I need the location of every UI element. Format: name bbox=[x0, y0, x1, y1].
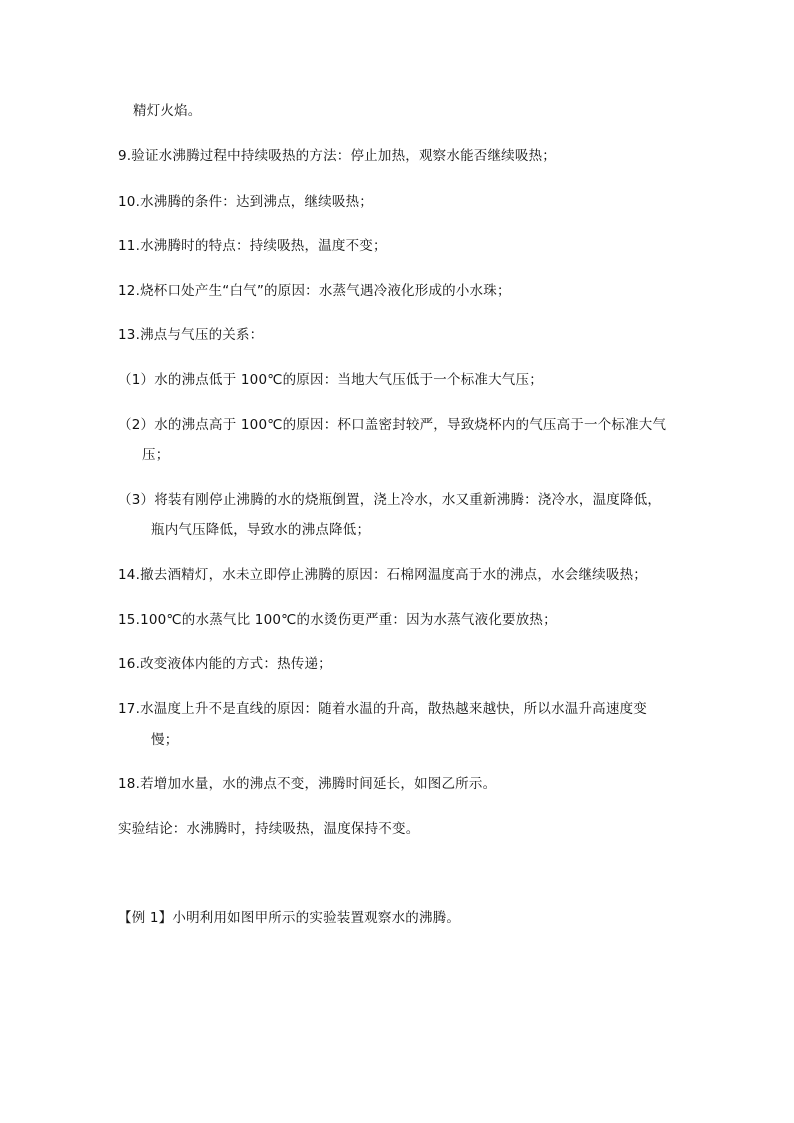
text-line: 精灯火焰。 bbox=[133, 103, 202, 119]
text-line: 18.若增加水量，水的沸点不变，沸腾时间延长，如图乙所示。 bbox=[118, 776, 497, 792]
text-line: 压； bbox=[142, 447, 170, 463]
text-line: 【例 1】小明利用如图甲所示的实验装置观察水的沸腾。 bbox=[118, 910, 461, 926]
text-line: 13.沸点与气压的关系： bbox=[118, 327, 264, 343]
text-line: （3）将装有刚停止沸腾的水的烧瓶倒置，浇上冷水，水又重新沸腾：浇冷水，温度降低， bbox=[118, 492, 662, 508]
text-line: 实验结论：水沸腾时，持续吸热，温度保持不变。 bbox=[118, 821, 420, 837]
text-line: 慢； bbox=[151, 732, 179, 748]
text-line: 瓶内气压降低，导致水的沸点降低； bbox=[151, 522, 371, 538]
text-line: （1）水的沸点低于 100℃的原因：当地大气压低于一个标准大气压； bbox=[118, 372, 543, 388]
text-line: 16.改变液体内能的方式：热传递； bbox=[118, 656, 332, 672]
text-line: （2）水的沸点高于 100℃的原因：杯口盖密封较严，导致烧杯内的气压高于一个标准大气 bbox=[118, 417, 667, 433]
text-line: 17.水温度上升不是直线的原因：随着水温的升高，散热越来越快，所以水温升高速度变 bbox=[118, 701, 647, 717]
text-line: 12.烧杯口处产生“白气”的原因：水蒸气遇冷液化形成的小水珠； bbox=[118, 283, 511, 299]
text-line: 15.100℃的水蒸气比 100℃的水烫伤更严重：因为水蒸气液化要放热； bbox=[118, 612, 557, 628]
text-line: 9.验证水沸腾过程中持续吸热的方法：停止加热，观察水能否继续吸热； bbox=[118, 148, 556, 164]
text-line: 14.撤去酒精灯，水未立即停止沸腾的原因：石棉网温度高于水的沸点，水会继续吸热； bbox=[118, 567, 647, 583]
text-line: 11.水沸腾时的特点：持续吸热，温度不变； bbox=[118, 238, 387, 254]
text-line: 10.水沸腾的条件：达到沸点，继续吸热； bbox=[118, 194, 373, 210]
